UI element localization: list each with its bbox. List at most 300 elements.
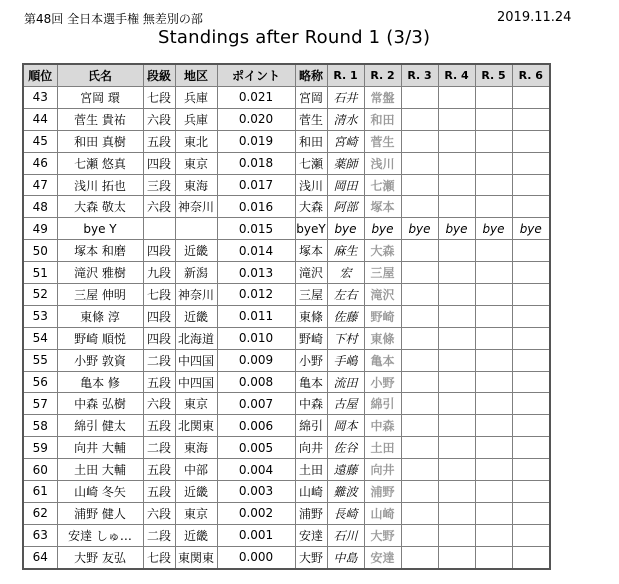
- rank-cell: 51: [23, 262, 57, 284]
- rank-cell: 60: [23, 459, 57, 481]
- rank-cell: 56: [23, 371, 57, 393]
- round-5-cell: [475, 393, 512, 415]
- region-cell: 兵庫: [175, 108, 217, 130]
- points-cell: 0.021: [217, 87, 295, 109]
- round-2-cell: 山崎: [364, 502, 401, 524]
- round-1-cell: 遠藤: [327, 459, 364, 481]
- player-name-cell: 亀本 修: [57, 371, 143, 393]
- table-row: [23, 437, 550, 459]
- round-2-cell: 浦野: [364, 481, 401, 503]
- grade-cell: 五段: [143, 481, 175, 503]
- grade-cell: [143, 218, 175, 240]
- points-cell: 0.018: [217, 152, 295, 174]
- round-1-cell: 下村: [327, 327, 364, 349]
- player-name-cell: 東條 淳: [57, 305, 143, 327]
- round-1-cell: 清水: [327, 108, 364, 130]
- table-row: [23, 459, 550, 481]
- round-3-cell: bye: [401, 218, 438, 240]
- rank-cell: 58: [23, 415, 57, 437]
- round-3-cell: [401, 240, 438, 262]
- round-1-cell: 難波: [327, 481, 364, 503]
- round-3-cell: [401, 393, 438, 415]
- abbreviation-cell: 大森: [295, 196, 327, 218]
- col-header-grade: 段級: [143, 64, 175, 87]
- grade-cell: 六段: [143, 393, 175, 415]
- region-cell: 近畿: [175, 305, 217, 327]
- points-cell: 0.001: [217, 524, 295, 546]
- round-3-cell: [401, 284, 438, 306]
- grade-cell: 二段: [143, 349, 175, 371]
- points-cell: 0.020: [217, 108, 295, 130]
- round-6-cell: bye: [512, 218, 550, 240]
- round-5-cell: [475, 196, 512, 218]
- table-row: [23, 305, 550, 327]
- col-header-rank: 順位: [23, 64, 57, 87]
- player-name-cell: 野崎 順悦: [57, 327, 143, 349]
- grade-cell: 五段: [143, 459, 175, 481]
- col-header-round-6: R. 6: [512, 64, 550, 87]
- round-4-cell: [438, 152, 475, 174]
- points-cell: 0.017: [217, 174, 295, 196]
- round-5-cell: [475, 174, 512, 196]
- round-3-cell: [401, 349, 438, 371]
- region-cell: 東関東: [175, 546, 217, 568]
- abbreviation-cell: 亀本: [295, 371, 327, 393]
- points-cell: 0.019: [217, 130, 295, 152]
- table-row: [23, 87, 550, 109]
- round-5-cell: [475, 524, 512, 546]
- grade-cell: 七段: [143, 87, 175, 109]
- col-header-points: ポイント: [217, 64, 295, 87]
- round-6-cell: [512, 437, 550, 459]
- round-6-cell: [512, 284, 550, 306]
- round-1-cell: 岡本: [327, 415, 364, 437]
- abbreviation-cell: byeY: [295, 218, 327, 240]
- abbreviation-cell: 向井: [295, 437, 327, 459]
- abbreviation-cell: 小野: [295, 349, 327, 371]
- rank-cell: 54: [23, 327, 57, 349]
- round-1-cell: 石井: [327, 87, 364, 109]
- col-header-round-3: R. 3: [401, 64, 438, 87]
- round-2-cell: 塚本: [364, 196, 401, 218]
- round-4-cell: [438, 349, 475, 371]
- round-4-cell: [438, 437, 475, 459]
- col-header-round-4: R. 4: [438, 64, 475, 87]
- round-1-cell: 岡田: [327, 174, 364, 196]
- player-name-cell: 大森 敬太: [57, 196, 143, 218]
- player-name-cell: 中森 弘樹: [57, 393, 143, 415]
- round-5-cell: [475, 152, 512, 174]
- round-1-cell: 宏: [327, 262, 364, 284]
- rank-cell: 50: [23, 240, 57, 262]
- round-6-cell: [512, 415, 550, 437]
- table-row: [23, 152, 550, 174]
- rank-cell: 52: [23, 284, 57, 306]
- round-3-cell: [401, 459, 438, 481]
- table-row: [23, 481, 550, 503]
- round-1-cell: 石川: [327, 524, 364, 546]
- round-5-cell: [475, 502, 512, 524]
- round-1-cell: 麻生: [327, 240, 364, 262]
- rank-cell: 49: [23, 218, 57, 240]
- abbreviation-cell: 土田: [295, 459, 327, 481]
- rank-cell: 61: [23, 481, 57, 503]
- round-2-cell: 野崎: [364, 305, 401, 327]
- round-4-cell: [438, 108, 475, 130]
- region-cell: 中四国: [175, 349, 217, 371]
- round-6-cell: [512, 240, 550, 262]
- abbreviation-cell: 三屋: [295, 284, 327, 306]
- round-4-cell: bye: [438, 218, 475, 240]
- points-cell: 0.013: [217, 262, 295, 284]
- region-cell: 近畿: [175, 524, 217, 546]
- grade-cell: 六段: [143, 502, 175, 524]
- round-5-cell: [475, 459, 512, 481]
- round-3-cell: [401, 415, 438, 437]
- table-row: [23, 262, 550, 284]
- round-5-cell: [475, 437, 512, 459]
- points-cell: 0.016: [217, 196, 295, 218]
- region-cell: 神奈川: [175, 196, 217, 218]
- grade-cell: 六段: [143, 196, 175, 218]
- abbreviation-cell: 塚本: [295, 240, 327, 262]
- table-row: [23, 130, 550, 152]
- round-4-cell: [438, 87, 475, 109]
- points-cell: 0.008: [217, 371, 295, 393]
- abbreviation-cell: 大野: [295, 546, 327, 568]
- round-3-cell: [401, 174, 438, 196]
- player-name-cell: 浦野 健人: [57, 502, 143, 524]
- round-3-cell: [401, 371, 438, 393]
- round-5-cell: bye: [475, 218, 512, 240]
- round-3-cell: [401, 546, 438, 568]
- points-cell: 0.004: [217, 459, 295, 481]
- grade-cell: 六段: [143, 108, 175, 130]
- player-name-cell: 向井 大輔: [57, 437, 143, 459]
- region-cell: 中部: [175, 459, 217, 481]
- table-row: [23, 393, 550, 415]
- points-cell: 0.014: [217, 240, 295, 262]
- rank-cell: 55: [23, 349, 57, 371]
- round-6-cell: [512, 349, 550, 371]
- round-5-cell: [475, 305, 512, 327]
- abbreviation-cell: 宮岡: [295, 87, 327, 109]
- region-cell: 中四国: [175, 371, 217, 393]
- round-5-cell: [475, 108, 512, 130]
- round-6-cell: [512, 87, 550, 109]
- table-row: [23, 240, 550, 262]
- rank-cell: 62: [23, 502, 57, 524]
- player-name-cell: 大野 友弘: [57, 546, 143, 568]
- region-cell: 神奈川: [175, 284, 217, 306]
- player-name-cell: 七瀬 悠真: [57, 152, 143, 174]
- region-cell: [175, 218, 217, 240]
- round-4-cell: [438, 284, 475, 306]
- round-4-cell: [438, 196, 475, 218]
- round-1-cell: 手嶋: [327, 349, 364, 371]
- abbreviation-cell: 中森: [295, 393, 327, 415]
- round-6-cell: [512, 108, 550, 130]
- abbreviation-cell: 山崎: [295, 481, 327, 503]
- region-cell: 東京: [175, 502, 217, 524]
- round-4-cell: [438, 459, 475, 481]
- grade-cell: 五段: [143, 130, 175, 152]
- round-5-cell: [475, 349, 512, 371]
- grade-cell: 四段: [143, 327, 175, 349]
- round-6-cell: [512, 174, 550, 196]
- player-name-cell: bye Y: [57, 218, 143, 240]
- abbreviation-cell: 綿引: [295, 415, 327, 437]
- rank-cell: 44: [23, 108, 57, 130]
- abbreviation-cell: 菅生: [295, 108, 327, 130]
- round-4-cell: [438, 371, 475, 393]
- table-row: [23, 524, 550, 546]
- round-3-cell: [401, 524, 438, 546]
- round-1-cell: 流田: [327, 371, 364, 393]
- player-name-cell: 小野 敦資: [57, 349, 143, 371]
- table-row: [23, 196, 550, 218]
- col-header-region: 地区: [175, 64, 217, 87]
- table-row: [23, 174, 550, 196]
- round-1-cell: 薬師: [327, 152, 364, 174]
- round-3-cell: [401, 87, 438, 109]
- abbreviation-cell: 七瀬: [295, 152, 327, 174]
- region-cell: 兵庫: [175, 87, 217, 109]
- grade-cell: 二段: [143, 524, 175, 546]
- round-4-cell: [438, 240, 475, 262]
- grade-cell: 三段: [143, 174, 175, 196]
- rank-cell: 63: [23, 524, 57, 546]
- abbreviation-cell: 滝沢: [295, 262, 327, 284]
- region-cell: 東海: [175, 174, 217, 196]
- points-cell: 0.000: [217, 546, 295, 568]
- rank-cell: 47: [23, 174, 57, 196]
- round-5-cell: [475, 262, 512, 284]
- table-row: [23, 284, 550, 306]
- table-row: [23, 218, 550, 240]
- grade-cell: 七段: [143, 284, 175, 306]
- tournament-name: 第48回 全日本選手権 無差別の部: [24, 12, 203, 26]
- table-row: [23, 546, 550, 568]
- round-3-cell: [401, 130, 438, 152]
- round-1-cell: 長崎: [327, 502, 364, 524]
- table-row: [23, 502, 550, 524]
- round-2-cell: 大野: [364, 524, 401, 546]
- round-5-cell: [475, 87, 512, 109]
- col-header-round-2: R. 2: [364, 64, 401, 87]
- table-row: [23, 327, 550, 349]
- round-3-cell: [401, 305, 438, 327]
- points-cell: 0.007: [217, 393, 295, 415]
- rank-cell: 48: [23, 196, 57, 218]
- round-6-cell: [512, 459, 550, 481]
- grade-cell: 五段: [143, 371, 175, 393]
- round-6-cell: [512, 152, 550, 174]
- round-4-cell: [438, 327, 475, 349]
- round-2-cell: 浅川: [364, 152, 401, 174]
- table-row: [23, 371, 550, 393]
- round-4-cell: [438, 415, 475, 437]
- table-row: [23, 349, 550, 371]
- round-5-cell: [475, 130, 512, 152]
- table-row: [23, 415, 550, 437]
- round-5-cell: [475, 481, 512, 503]
- round-4-cell: [438, 524, 475, 546]
- round-1-cell: 中島: [327, 546, 364, 568]
- region-cell: 北関東: [175, 415, 217, 437]
- round-5-cell: [475, 371, 512, 393]
- abbreviation-cell: 東條: [295, 305, 327, 327]
- region-cell: 近畿: [175, 481, 217, 503]
- round-3-cell: [401, 152, 438, 174]
- grade-cell: 五段: [143, 415, 175, 437]
- rank-cell: 59: [23, 437, 57, 459]
- round-2-cell: 和田: [364, 108, 401, 130]
- points-cell: 0.011: [217, 305, 295, 327]
- round-1-cell: 古屋: [327, 393, 364, 415]
- rank-cell: 46: [23, 152, 57, 174]
- round-2-cell: 菅生: [364, 130, 401, 152]
- col-header-round-1: R. 1: [327, 64, 364, 87]
- rank-cell: 45: [23, 130, 57, 152]
- region-cell: 東北: [175, 130, 217, 152]
- col-header-abbr: 略称: [295, 64, 327, 87]
- round-1-cell: bye: [327, 218, 364, 240]
- rank-cell: 64: [23, 546, 57, 568]
- player-name-cell: 三屋 伸明: [57, 284, 143, 306]
- round-2-cell: 綿引: [364, 393, 401, 415]
- round-3-cell: [401, 196, 438, 218]
- col-header-round-5: R. 5: [475, 64, 512, 87]
- round-5-cell: [475, 415, 512, 437]
- table-row: [23, 108, 550, 130]
- round-5-cell: [475, 284, 512, 306]
- round-2-cell: 土田: [364, 437, 401, 459]
- region-cell: 東京: [175, 152, 217, 174]
- round-3-cell: [401, 262, 438, 284]
- player-name-cell: 土田 大輔: [57, 459, 143, 481]
- round-2-cell: 中森: [364, 415, 401, 437]
- round-2-cell: 常盤: [364, 87, 401, 109]
- round-4-cell: [438, 174, 475, 196]
- round-2-cell: 向井: [364, 459, 401, 481]
- round-2-cell: bye: [364, 218, 401, 240]
- region-cell: 北海道: [175, 327, 217, 349]
- abbreviation-cell: 和田: [295, 130, 327, 152]
- round-2-cell: 三屋: [364, 262, 401, 284]
- round-6-cell: [512, 327, 550, 349]
- player-name-cell: 塚本 和磨: [57, 240, 143, 262]
- points-cell: 0.009: [217, 349, 295, 371]
- round-6-cell: [512, 502, 550, 524]
- round-6-cell: [512, 481, 550, 503]
- points-cell: 0.012: [217, 284, 295, 306]
- round-6-cell: [512, 196, 550, 218]
- player-name-cell: 綿引 健太: [57, 415, 143, 437]
- round-3-cell: [401, 502, 438, 524]
- points-cell: 0.010: [217, 327, 295, 349]
- round-2-cell: 大森: [364, 240, 401, 262]
- abbreviation-cell: 野崎: [295, 327, 327, 349]
- standings-table: [22, 63, 551, 570]
- round-3-cell: [401, 108, 438, 130]
- region-cell: 東京: [175, 393, 217, 415]
- player-name-cell: 和田 真樹: [57, 130, 143, 152]
- grade-cell: 四段: [143, 152, 175, 174]
- round-4-cell: [438, 393, 475, 415]
- round-1-cell: 左右: [327, 284, 364, 306]
- round-6-cell: [512, 393, 550, 415]
- grade-cell: 二段: [143, 437, 175, 459]
- player-name-cell: 菅生 貴祐: [57, 108, 143, 130]
- player-name-cell: 安達 しゅ…: [57, 524, 143, 546]
- grade-cell: 七段: [143, 546, 175, 568]
- points-cell: 0.015: [217, 218, 295, 240]
- grade-cell: 九段: [143, 262, 175, 284]
- points-cell: 0.002: [217, 502, 295, 524]
- round-4-cell: [438, 305, 475, 327]
- grade-cell: 四段: [143, 240, 175, 262]
- round-6-cell: [512, 130, 550, 152]
- region-cell: 新潟: [175, 262, 217, 284]
- round-5-cell: [475, 546, 512, 568]
- round-6-cell: [512, 371, 550, 393]
- player-name-cell: 山崎 冬矢: [57, 481, 143, 503]
- round-4-cell: [438, 481, 475, 503]
- round-1-cell: 佐藤: [327, 305, 364, 327]
- rank-cell: 43: [23, 87, 57, 109]
- col-header-name: 氏名: [57, 64, 143, 87]
- region-cell: 近畿: [175, 240, 217, 262]
- table-header-row: [23, 64, 550, 87]
- abbreviation-cell: 浅川: [295, 174, 327, 196]
- tournament-date: 2019.11.24: [497, 10, 572, 25]
- points-cell: 0.003: [217, 481, 295, 503]
- player-name-cell: 宮岡 環: [57, 87, 143, 109]
- standings-body: [23, 87, 550, 569]
- player-name-cell: 浅川 拓也: [57, 174, 143, 196]
- round-4-cell: [438, 130, 475, 152]
- round-6-cell: [512, 546, 550, 568]
- round-1-cell: 阿部: [327, 196, 364, 218]
- round-1-cell: 佐谷: [327, 437, 364, 459]
- round-3-cell: [401, 327, 438, 349]
- round-4-cell: [438, 502, 475, 524]
- round-5-cell: [475, 327, 512, 349]
- page-title: Standings after Round 1 (3/3): [158, 27, 431, 48]
- region-cell: 東海: [175, 437, 217, 459]
- round-2-cell: 亀本: [364, 349, 401, 371]
- round-2-cell: 小野: [364, 371, 401, 393]
- round-6-cell: [512, 305, 550, 327]
- player-name-cell: 滝沢 雅樹: [57, 262, 143, 284]
- round-3-cell: [401, 437, 438, 459]
- round-3-cell: [401, 481, 438, 503]
- round-2-cell: 安達: [364, 546, 401, 568]
- round-5-cell: [475, 240, 512, 262]
- rank-cell: 57: [23, 393, 57, 415]
- round-6-cell: [512, 524, 550, 546]
- rank-cell: 53: [23, 305, 57, 327]
- points-cell: 0.006: [217, 415, 295, 437]
- round-6-cell: [512, 262, 550, 284]
- round-4-cell: [438, 262, 475, 284]
- round-2-cell: 東條: [364, 327, 401, 349]
- points-cell: 0.005: [217, 437, 295, 459]
- round-2-cell: 滝沢: [364, 284, 401, 306]
- round-1-cell: 宮崎: [327, 130, 364, 152]
- round-2-cell: 七瀬: [364, 174, 401, 196]
